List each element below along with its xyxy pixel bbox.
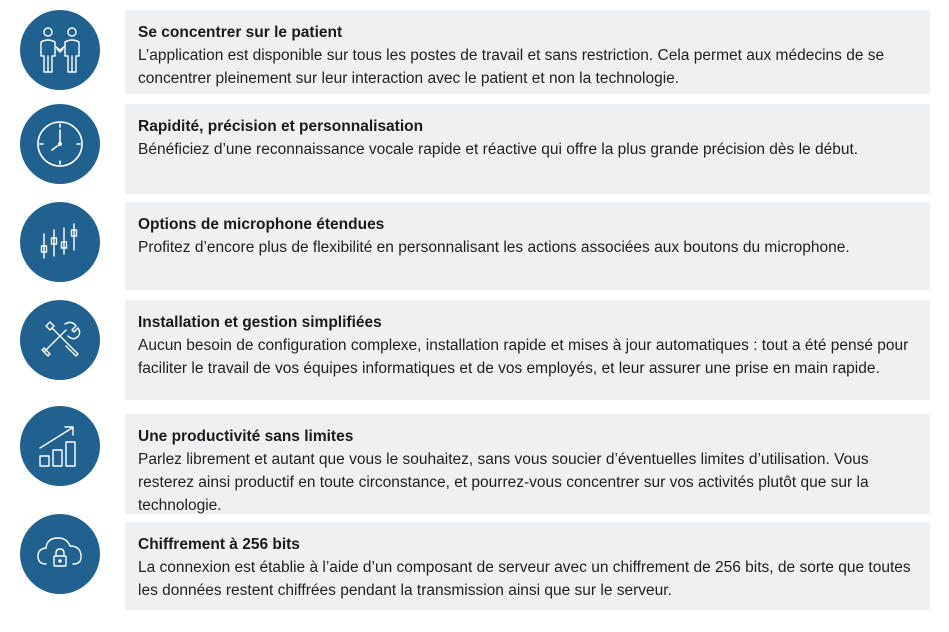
feature-description: Bénéficiez d’une reconnaissance vocale rapide et réactive qui offre la plus grande précision dès le début. [138,141,859,158]
feature-description: Profitez d’encore plus de flexibilité en personnalisant les actions associées aux boutons du microphone. [138,239,850,256]
feature-description: Aucun besoin de configuration complexe, installation rapide et mises à jour automatiques : tout a été pensé pour faciliter le travail de vos équipes informatiques et de vos employés, et leur assurer une prise en main rapide. [138,337,909,377]
feature-title: Options de microphone étendues [138,216,385,233]
growth-chart-icon [20,406,100,486]
feature-panel [125,414,930,514]
feature-panel [125,104,930,194]
feature-panel [125,522,930,610]
tools-icon [20,300,100,380]
feature-title: Rapidité, précision et personnalisation [138,118,424,135]
feature-description: L’application est disponible sur tous les postes de travail et sans restriction. Cela permet aux médecins de se concentrer pleinement sur leur interaction avec le patient et non la technologie. [138,47,885,87]
feature-description: Parlez librement et autant que vous le souhaitez, sans vous soucier d’éventuelles limites d’utilisation. Vous resterez ainsi productif en toute circonstance, et pourrez-vous concentrer sur vos activités plutôt que sur la technologie. [138,451,869,514]
feature-panel [125,10,930,94]
feature-title: Une productivité sans limites [138,428,354,445]
feature-panel [125,202,930,290]
feature-description: La connexion est établie à l’aide d’un composant de serveur avec un chiffrement de 256 bits, de sorte que toutes les données restent chiffrées pendant la transmission ainsi que sur le serveur. [138,559,911,599]
handshake-icon [20,10,100,90]
sliders-icon [20,202,100,282]
clock-icon [20,104,100,184]
feature-title: Installation et gestion simplifiées [138,314,382,331]
cloud-lock-icon [20,514,100,594]
feature-title: Se concentrer sur le patient [138,24,343,41]
feature-panel [125,300,930,400]
feature-title: Chiffrement à 256 bits [138,536,300,553]
